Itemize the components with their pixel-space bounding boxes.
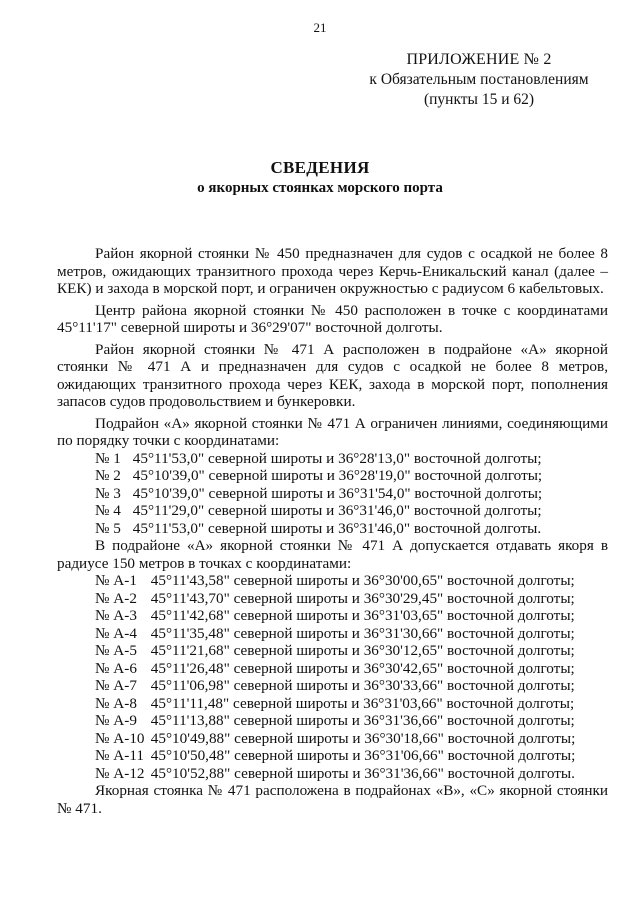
list-item: № А-10 45°10'49,88" северной широты и 36°30'18,66" восточной долготы; bbox=[95, 729, 576, 747]
heading-title: СВЕДЕНИЯ bbox=[270, 158, 370, 177]
list-item: № А-8 45°11'11,48" северной широты и 36°31'03,66" восточной долготы; bbox=[95, 694, 575, 712]
list-item: № А-9 45°11'13,88" северной широты и 36°31'36,66" восточной долготы; bbox=[95, 712, 575, 729]
document-body bbox=[57, 245, 608, 821]
paragraph-anchorage-471a: Район якорной стоянки № 471 А расположен в подрайоне «А» якорной стоянки № 471 А и предназначен для судов с осадкой не более 8 метров, ожидающих транзитного прохода через КЕК, захода в морской порт, пополнения запасов судов продовольствием и бункеровки. bbox=[57, 340, 608, 410]
paragraph-anchorage-450-center: Центр района якорной стоянки № 450 расположен в точке с координатами 45°11'17" северной широты и 36°29'07" восточной долготы. bbox=[57, 301, 608, 336]
list-item: № А-7 45°11'06,98" северной широты и 36°30'33,66" восточной долготы; bbox=[95, 677, 575, 694]
list-item: № 5 45°11'53,0" северной широты и 36°31'46,0" восточной долготы. bbox=[95, 519, 542, 537]
appendix-title: ПРИЛОЖЕНИЕ № 2 bbox=[406, 51, 552, 68]
list-item: № А-6 45°11'26,48" северной широты и 36°30'42,65" восточной долготы; bbox=[95, 659, 575, 677]
paragraph-anchor-points: В подрайоне «А» якорной стоянки № 471 А допускается отдавать якоря в радиусе 150 метров в точках с координатами: bbox=[57, 537, 608, 572]
list-item: № А-12 45°10'52,88" северной широты и 36°31'36,66" восточной долготы. bbox=[95, 764, 575, 782]
list-item: № 2 45°10'39,0" северной широты и 36°28'19,0" восточной долготы; bbox=[95, 467, 543, 484]
list-item: № 3 45°10'39,0" северной широты и 36°31'54,0" восточной долготы; bbox=[95, 484, 543, 502]
list-item: № А-3 45°11'42,68" северной широты и 36°31'03,65" восточной долготы; bbox=[95, 607, 575, 624]
list-item: № А-5 45°11'21,68" северной широты и 36°30'12,65" восточной долготы; bbox=[95, 642, 575, 659]
list-item: № А-11 45°10'50,48" северной широты и 36°31'06,66" восточной долготы; bbox=[95, 747, 576, 764]
appendix-block bbox=[349, 50, 609, 110]
list-item: № 1 45°11'53,0" северной широты и 36°28'13,0" восточной долготы; bbox=[95, 449, 542, 467]
page-number: 21 bbox=[313, 20, 327, 35]
document-heading bbox=[0, 158, 640, 198]
list-item: № А-2 45°11'43,70" северной широты и 36°30'29,45" восточной долготы; bbox=[95, 589, 575, 607]
paragraph-subarea-boundary: Подрайон «А» якорной стоянки № 471 А ограничен линиями, соединяющими по порядку точки с координатами: bbox=[57, 414, 608, 449]
list-item: № А-4 45°11'35,48" северной широты и 36°31'30,66" восточной долготы; bbox=[95, 624, 575, 642]
anchor-points-list bbox=[57, 572, 608, 782]
list-item: № 4 45°11'29,0" северной широты и 36°31'46,0" восточной долготы; bbox=[95, 502, 542, 519]
paragraph-anchorage-471: Якорная стоянка № 471 расположена в подрайонах «В», «С» якорной стоянки № 471. bbox=[57, 782, 608, 817]
boundary-points-list bbox=[57, 450, 608, 538]
appendix-reference: к Обязательным постановлениям bbox=[369, 71, 589, 88]
appendix-clauses: (пункты 15 и 62) bbox=[423, 91, 535, 108]
paragraph-anchorage-450: Район якорной стоянки № 450 предназначен для судов с осадкой не более 8 метров, ожидающих транзитного прохода через Керчь-Еникальский канал (далее – КЕК) и захода в морской порт, и ограничен окружностью с радиусом 6 кабельтовых. bbox=[57, 245, 608, 297]
heading-subtitle: о якорных стоянках морского порта bbox=[197, 180, 443, 196]
list-item: № А-1 45°11'43,58" северной широты и 36°30'00,65" восточной долготы; bbox=[95, 572, 575, 589]
